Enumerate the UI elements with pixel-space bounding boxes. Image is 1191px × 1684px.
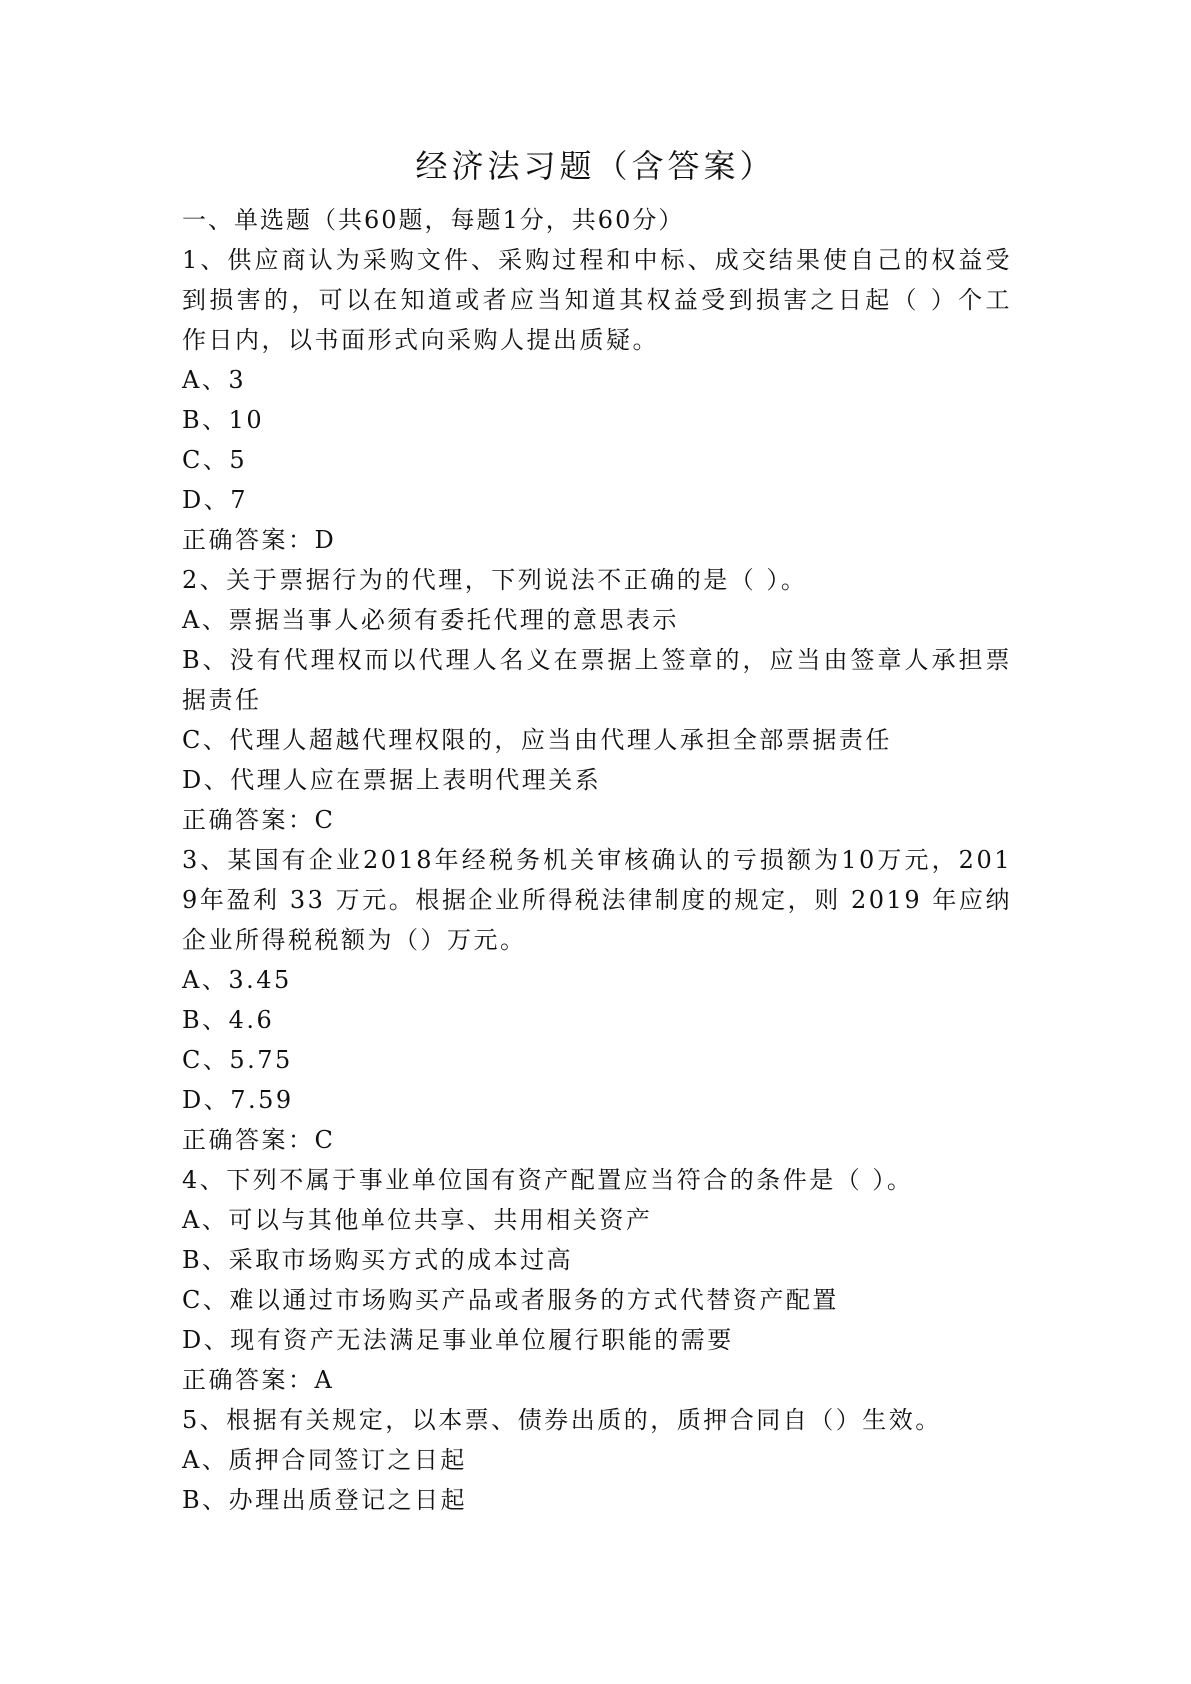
document-title: 经济法习题（含答案） bbox=[415, 147, 776, 185]
option-a: A、质押合同签订之日起 bbox=[182, 1446, 467, 1474]
correct-answer: 正确答案：D bbox=[182, 526, 337, 554]
question-text: 2、关于票据行为的代理，下列说法不正确的是（ ）。 bbox=[182, 566, 808, 594]
option-b: B、采取市场购买方式的成本过高 bbox=[182, 1246, 574, 1274]
question-text: 3、某国有企业2018年经税务机关审核确认的亏损额为10万元，2019年盈利 33 万元。根据企业所得税法律制度的规定，则 2019 年应纳企业所得税税额为（）万元。 bbox=[182, 846, 1012, 954]
option-d: D、7.59 bbox=[182, 1086, 294, 1114]
option-d: D、7 bbox=[182, 486, 249, 514]
question-text: 1、供应商认为采购文件、采购过程和中标、成交结果使自己的权益受到损害的，可以在知道或者应当知道其权益受到损害之日起（ ）个工作日内，以书面形式向采购人提出质疑。 bbox=[182, 246, 1012, 354]
option-a: A、3.45 bbox=[182, 966, 292, 994]
question-block bbox=[182, 840, 1012, 1160]
option-b: B、没有代理权而以代理人名义在票据上签章的，应当由签章人承担票据责任 bbox=[182, 646, 1012, 714]
correct-answer: 正确答案：C bbox=[182, 1126, 336, 1154]
document-body bbox=[182, 200, 1012, 1520]
question-block bbox=[182, 240, 1012, 560]
option-b: B、办理出质登记之日起 bbox=[182, 1486, 468, 1514]
option-d: D、代理人应在票据上表明代理关系 bbox=[182, 766, 602, 794]
option-b: B、4.6 bbox=[182, 1006, 275, 1034]
question-block bbox=[182, 1160, 1012, 1400]
option-a: A、票据当事人必须有委托代理的意思表示 bbox=[182, 606, 679, 634]
option-a: A、可以与其他单位共享、共用相关资产 bbox=[182, 1206, 653, 1234]
correct-answer: 正确答案：C bbox=[182, 806, 336, 834]
option-c: C、难以通过市场购买产品或者服务的方式代替资产配置 bbox=[182, 1286, 839, 1314]
question-text: 4、下列不属于事业单位国有资产配置应当符合的条件是（ ）。 bbox=[182, 1166, 914, 1194]
option-c: C、代理人超越代理权限的，应当由代理人承担全部票据责任 bbox=[182, 726, 892, 754]
option-c: C、5.75 bbox=[182, 1046, 293, 1074]
question-text: 5、根据有关规定，以本票、债券出质的，质押合同自（）生效。 bbox=[182, 1406, 942, 1434]
question-block bbox=[182, 1400, 1012, 1520]
correct-answer: 正确答案：A bbox=[182, 1366, 335, 1394]
option-b: B、10 bbox=[182, 406, 265, 434]
option-d: D、现有资产无法满足事业单位履行职能的需要 bbox=[182, 1326, 734, 1354]
question-block bbox=[182, 560, 1012, 840]
option-c: C、5 bbox=[182, 446, 248, 474]
section-heading: 一、单选题（共60题，每题1分，共60分） bbox=[182, 206, 685, 234]
option-a: A、3 bbox=[182, 366, 247, 394]
